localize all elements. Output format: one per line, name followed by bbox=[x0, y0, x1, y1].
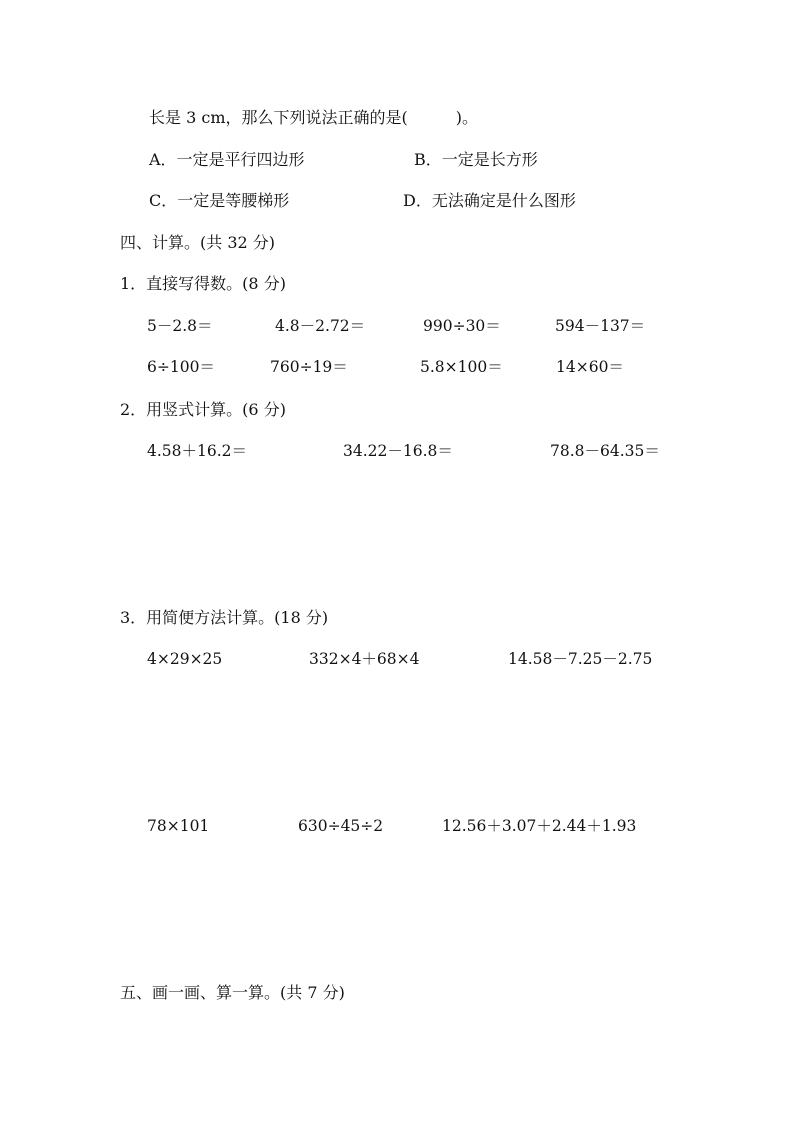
expression: 4.8－2.72＝ bbox=[275, 317, 366, 335]
expression: 78.8－64.35＝ bbox=[550, 442, 660, 460]
part-2-title: 2．用竖式计算。(6 分) bbox=[120, 400, 286, 419]
expression: 4.58＋16.2＝ bbox=[147, 442, 248, 460]
section-4-title: 四、计算。(共 32 分) bbox=[120, 233, 276, 252]
expression: 14.58－7.25－2.75 bbox=[508, 650, 653, 668]
expression: 332×4＋68×4 bbox=[309, 650, 420, 668]
option-a: A．一定是平行四边形 bbox=[149, 150, 305, 169]
option-b: B．一定是长方形 bbox=[414, 150, 538, 169]
expression: 5.8×100＝ bbox=[420, 358, 503, 376]
expression: 34.22－16.8＝ bbox=[343, 442, 453, 460]
expression: 6÷100＝ bbox=[147, 358, 215, 376]
expression: 990÷30＝ bbox=[423, 317, 501, 335]
expression: 12.56＋3.07＋2.44＋1.93 bbox=[442, 817, 637, 835]
expression: 630÷45÷2 bbox=[298, 817, 384, 835]
section-5-title: 五、画一画、算一算。(共 7 分) bbox=[120, 983, 345, 1002]
option-c: C．一定是等腰梯形 bbox=[149, 191, 290, 210]
expression: 14×60＝ bbox=[556, 358, 624, 376]
question-tail-text: 长是 3 cm，那么下列说法正确的是( )。 bbox=[149, 108, 478, 127]
part-3-title: 3．用简便方法计算。(18 分) bbox=[120, 608, 329, 627]
option-d: D．无法确定是什么图形 bbox=[403, 191, 576, 210]
expression: 5－2.8＝ bbox=[147, 317, 213, 335]
expression: 760÷19＝ bbox=[270, 358, 348, 376]
expression: 78×101 bbox=[147, 817, 210, 835]
expression: 594－137＝ bbox=[555, 317, 646, 335]
expression: 4×29×25 bbox=[147, 650, 223, 668]
part-1-title: 1．直接写得数。(8 分) bbox=[120, 274, 286, 293]
